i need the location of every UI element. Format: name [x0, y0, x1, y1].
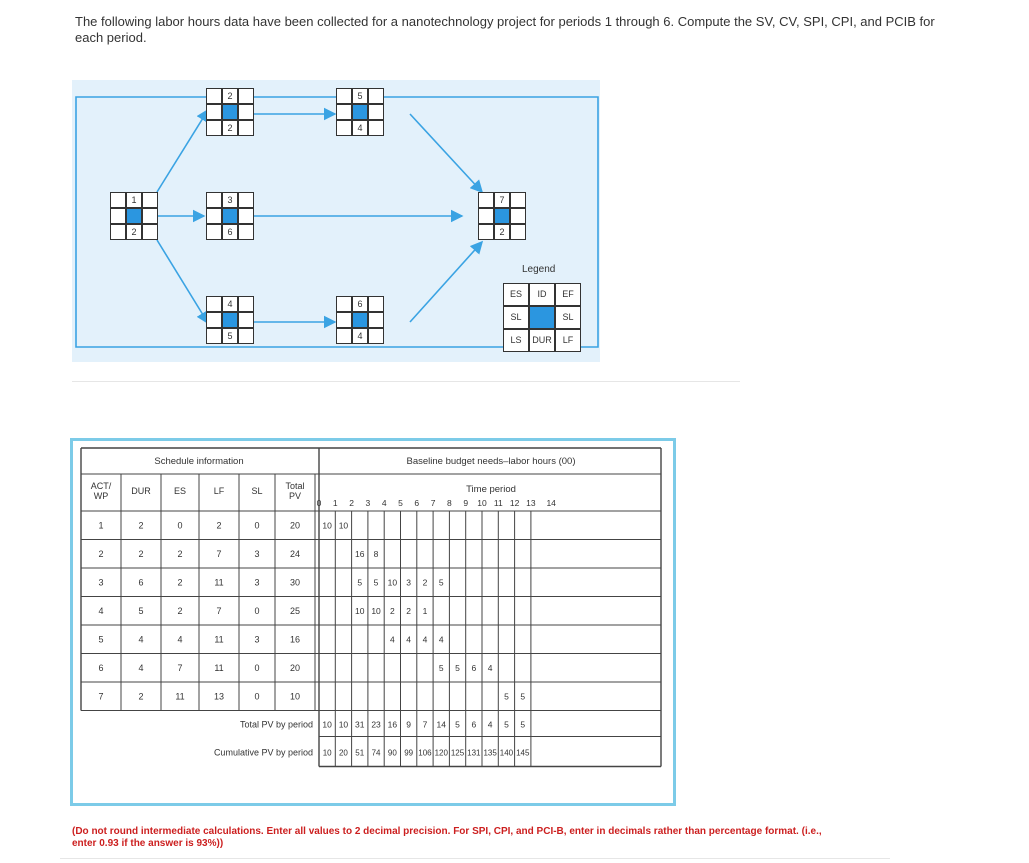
- cell-pv: 5: [373, 577, 379, 588]
- cum-pv-value: 20: [338, 748, 348, 758]
- total-pv-label: Total PV by period: [239, 719, 313, 730]
- cell-total: 20: [289, 520, 301, 531]
- cell-pv: 6: [471, 662, 477, 673]
- cum-pv-value: 90: [387, 748, 397, 758]
- node-2: [206, 88, 254, 136]
- node-es: 2: [222, 88, 238, 104]
- cell-lf: 2: [216, 520, 222, 531]
- legend-lf: LF: [555, 329, 581, 352]
- total-pv-value: 10: [338, 719, 349, 730]
- cell-lf: 11: [214, 662, 224, 673]
- cell-act: 6: [98, 662, 104, 673]
- cell-pv: 5: [504, 691, 509, 702]
- cum-pv-value: 125: [450, 748, 465, 758]
- cell-lf: 11: [214, 634, 224, 645]
- legend-sl-left: SL: [503, 306, 529, 329]
- cell-act: 2: [98, 548, 104, 559]
- node-3: [206, 192, 254, 240]
- legend-es: ES: [503, 283, 529, 306]
- cell-pv: 1: [422, 605, 428, 616]
- node-dur: 4: [352, 120, 368, 136]
- node-dur: 5: [222, 328, 238, 344]
- cell-pv: 10: [371, 605, 381, 616]
- cell-pv: 10: [322, 520, 332, 531]
- cum-pv-value: 131: [467, 748, 481, 758]
- node-dur: 2: [126, 224, 142, 240]
- cum-pv-value: 99: [404, 748, 414, 758]
- cell-dur: 6: [138, 577, 144, 588]
- schedule-title: Schedule information: [154, 456, 244, 467]
- cell-pv: 10: [387, 577, 398, 588]
- cell-pv: 10: [338, 520, 349, 531]
- period-label: 12: [509, 498, 520, 508]
- question-text: The following labor hours data have been collected for a nanotechnology project for periods 1 through 6. Compute the SV, CV, SPI, CPI, and PCIB for each period.: [75, 14, 935, 45]
- header-lf: LF: [213, 486, 225, 496]
- node-dur: 6: [222, 224, 238, 240]
- period-label: 10: [477, 498, 487, 508]
- node-dur: 2: [222, 120, 238, 136]
- cum-pv-value: 135: [483, 748, 497, 758]
- cell-pv: 5: [520, 691, 526, 702]
- cell-pv: 4: [406, 634, 412, 645]
- legend-dur: DUR: [529, 329, 555, 352]
- node-4: [206, 296, 254, 344]
- time-period-label: Time period: [466, 484, 516, 495]
- cell-pv: 4: [438, 634, 444, 645]
- legend-sl-right: SL: [555, 306, 581, 329]
- period-label: 13: [526, 498, 536, 508]
- total-pv-value: 23: [371, 719, 381, 730]
- cell-pv: 5: [438, 577, 444, 588]
- period-label: 6: [414, 498, 420, 508]
- cell-pv: 5: [438, 662, 444, 673]
- total-pv-value: 5: [504, 719, 509, 730]
- cell-pv: 8: [373, 548, 379, 559]
- total-pv-value: 4: [487, 719, 493, 730]
- total-pv-value: 6: [471, 719, 477, 730]
- legend-center: [529, 306, 555, 329]
- cell-sl: 0: [254, 520, 260, 531]
- cell-es: 2: [177, 548, 183, 559]
- cell-act: 7: [98, 691, 104, 702]
- node-es: 6: [352, 296, 368, 312]
- baseline-table: [70, 438, 676, 806]
- total-pv-value: 16: [387, 719, 398, 730]
- cell-lf: 7: [216, 548, 222, 559]
- divider: [72, 381, 740, 382]
- legend-ef: EF: [555, 283, 581, 306]
- period-label: 14: [546, 498, 556, 508]
- cell-pv: 2: [422, 577, 428, 588]
- total-pv-value: 10: [322, 719, 332, 730]
- header-es: ES: [173, 486, 187, 496]
- cell-pv: 2: [389, 605, 395, 616]
- cell-dur: 4: [138, 634, 144, 645]
- cell-es: 2: [177, 605, 183, 616]
- node-es: 7: [494, 192, 510, 208]
- network-diagram: [72, 80, 600, 362]
- cell-pv: 16: [355, 548, 365, 559]
- bottom-rule: [60, 858, 890, 859]
- cell-sl: 3: [254, 577, 260, 588]
- cell-es: 0: [177, 520, 183, 531]
- cum-pv-label: Cumulative PV by period: [213, 747, 313, 758]
- instruction-note: (Do not round intermediate calculations. Enter all values to 2 decimal precision. For SPI, CPI, and PCI-B, enter in decimals rather than percentage format. (i.e., enter 0.93 if the answer is 93%)): [72, 826, 822, 849]
- legend-ls: LS: [503, 329, 529, 352]
- cell-total: 16: [289, 634, 301, 645]
- node-6: [336, 296, 384, 344]
- cell-total: 20: [289, 662, 301, 673]
- period-label: 3: [365, 498, 371, 508]
- cell-sl: 0: [254, 605, 260, 616]
- cum-pv-value: 140: [499, 748, 514, 758]
- cell-dur: 2: [138, 520, 144, 531]
- cell-pv: 4: [389, 634, 395, 645]
- header-pv: PV: [288, 491, 302, 501]
- cum-pv-value: 51: [355, 748, 365, 758]
- cell-lf: 7: [216, 605, 222, 616]
- cum-pv-value: 120: [434, 748, 448, 758]
- cum-pv-value: 145: [516, 748, 530, 758]
- cum-pv-value: 10: [322, 748, 332, 758]
- cell-es: 4: [177, 634, 183, 645]
- cell-total: 24: [289, 548, 301, 559]
- period-label: 2: [349, 498, 354, 508]
- cell-act: 4: [98, 605, 104, 616]
- header-total: Total: [285, 481, 305, 491]
- cell-pv: 4: [422, 634, 428, 645]
- node-dur: 4: [352, 328, 368, 344]
- header-act: ACT/: [90, 481, 112, 491]
- cell-sl: 0: [254, 691, 260, 702]
- cell-act: 3: [98, 577, 104, 588]
- header-dur: DUR: [131, 486, 151, 496]
- node-7: [478, 192, 526, 240]
- legend-box: [503, 283, 581, 352]
- cell-total: 10: [289, 691, 301, 702]
- cell-pv: 3: [406, 577, 412, 588]
- header-sl: SL: [251, 486, 263, 496]
- total-pv-value: 5: [520, 719, 526, 730]
- cell-act: 5: [98, 634, 104, 645]
- baseline-title: Baseline budget needs–labor hours (00): [406, 456, 576, 467]
- cell-total: 25: [289, 605, 301, 616]
- cell-dur: 4: [138, 662, 144, 673]
- period-label: 9: [463, 498, 469, 508]
- cell-dur: 2: [138, 548, 144, 559]
- cell-total: 30: [289, 577, 301, 588]
- legend-id: ID: [529, 283, 555, 306]
- period-label: 0: [316, 498, 322, 508]
- cell-sl: 3: [254, 634, 260, 645]
- total-pv-value: 31: [355, 719, 365, 730]
- node-5: [336, 88, 384, 136]
- cell-pv: 2: [406, 605, 412, 616]
- cell-sl: 3: [254, 548, 260, 559]
- node-es: 3: [222, 192, 238, 208]
- total-pv-value: 9: [406, 719, 412, 730]
- cell-act: 1: [98, 520, 104, 531]
- node-1: [110, 192, 158, 240]
- legend-title: Legend: [522, 264, 556, 275]
- period-label: 1: [332, 498, 338, 508]
- node-dur: 2: [494, 224, 510, 240]
- period-label: 5: [398, 498, 403, 508]
- cum-pv-value: 106: [418, 748, 432, 758]
- table-grid: [73, 441, 673, 803]
- cell-es: 11: [175, 691, 185, 702]
- cum-pv-value: 74: [371, 748, 381, 758]
- cell-es: 7: [177, 662, 183, 673]
- cell-sl: 0: [254, 662, 260, 673]
- node-es: 5: [352, 88, 368, 104]
- total-pv-value: 5: [455, 719, 460, 730]
- cell-es: 2: [177, 577, 183, 588]
- header-wp: WP: [93, 491, 109, 501]
- cell-pv: 5: [455, 662, 460, 673]
- period-label: 7: [430, 498, 436, 508]
- cell-dur: 2: [138, 691, 144, 702]
- node-es: 1: [126, 192, 142, 208]
- period-label: 11: [493, 498, 503, 508]
- cell-lf: 13: [213, 691, 225, 702]
- node-es: 4: [222, 296, 238, 312]
- total-pv-value: 14: [436, 719, 446, 730]
- total-pv-value: 7: [422, 719, 428, 730]
- cell-pv: 4: [487, 662, 493, 673]
- cell-dur: 5: [138, 605, 144, 616]
- cell-lf: 11: [214, 577, 224, 588]
- cell-pv: 5: [357, 577, 363, 588]
- period-label: 8: [447, 498, 452, 508]
- cell-pv: 10: [355, 605, 365, 616]
- period-label: 4: [381, 498, 387, 508]
